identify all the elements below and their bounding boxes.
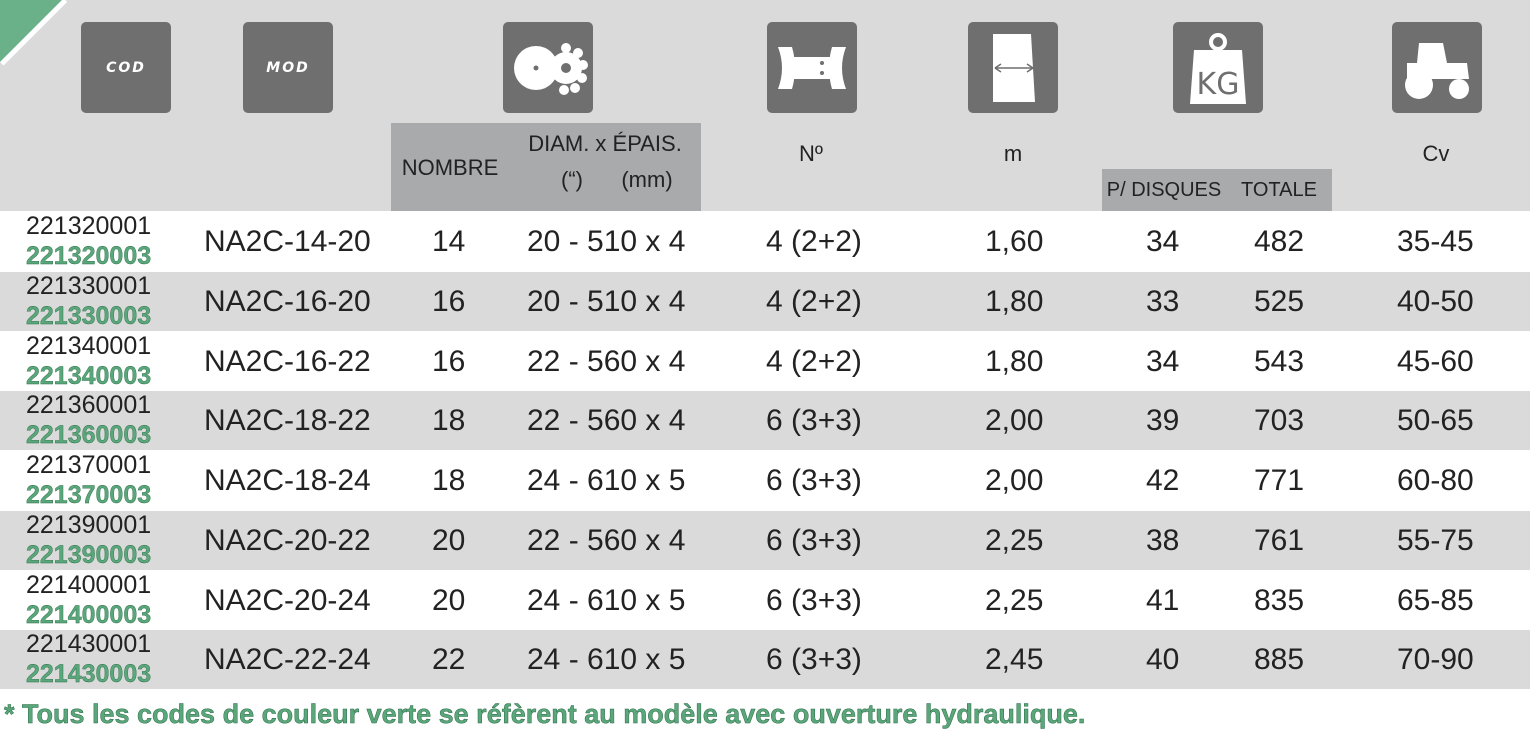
header-m: m (1003, 141, 1023, 166)
cell-p-disques: 34 (1146, 225, 1180, 258)
cell-no: 6 (3+3) (766, 523, 862, 557)
footnote: * Tous les codes de couleur verte se réfèrent au modèle avec ouverture hydraulique. (4, 699, 1086, 729)
cell-totale: 703 (1254, 404, 1305, 438)
cell-totale: 771 (1254, 464, 1305, 497)
cell-code: 221340001 (26, 331, 152, 360)
weight-icon (1173, 22, 1263, 113)
cell-totale: 543 (1254, 344, 1305, 378)
cell-nombre: 18 (432, 464, 466, 497)
cell-totale: 761 (1254, 523, 1305, 557)
cell-m: 2,45 (985, 643, 1044, 677)
cell-p-disques: 39 (1146, 404, 1180, 438)
cell-diam: 22 - 560 x 4 (527, 404, 686, 438)
cell-no: 6 (3+3) (766, 404, 862, 438)
cell-nombre: 20 (432, 583, 466, 617)
table-row (0, 332, 1530, 391)
cell-diam: 20 - 510 x 4 (527, 284, 686, 318)
cell-code: 221370001 (26, 451, 152, 479)
cell-code: 221430001 (26, 630, 152, 659)
cell-mod: NA2C-20-22 (204, 523, 371, 557)
cell-totale: 525 (1254, 284, 1305, 318)
cell-code-hydraulic: 221400003 (26, 600, 152, 629)
cell-code: 221360001 (26, 391, 152, 420)
cell-m: 1,80 (985, 344, 1044, 378)
cell-m: 2,00 (985, 404, 1044, 438)
header-no: Nº (799, 141, 823, 166)
cell-mod: NA2C-20-24 (204, 583, 371, 617)
cell-no: 6 (3+3) (766, 643, 862, 677)
cell-mod: NA2C-18-24 (204, 464, 371, 497)
cell-p-disques: 38 (1146, 523, 1180, 557)
cell-mod: NA2C-14-20 (204, 225, 371, 258)
header-p-disques: P/ DISQUES (1106, 179, 1222, 201)
cell-m: 2,25 (985, 583, 1044, 617)
cell-code-hydraulic: 221340003 (26, 361, 152, 390)
cell-nombre: 16 (432, 344, 466, 378)
cell-m: 1,60 (985, 225, 1044, 258)
cell-p-disques: 41 (1146, 583, 1180, 617)
cell-code: 221330001 (26, 271, 152, 300)
cell-code-hydraulic: 221360003 (26, 421, 152, 450)
cell-totale: 482 (1254, 225, 1305, 258)
cell-m: 1,80 (985, 284, 1044, 318)
table-row (0, 391, 1530, 450)
cell-cv: 55-75 (1397, 523, 1474, 557)
cell-cv: 40-50 (1397, 284, 1474, 318)
cell-totale: 885 (1254, 643, 1305, 677)
table-row (0, 451, 1530, 510)
cell-cv: 70-90 (1397, 643, 1474, 677)
cell-no: 6 (3+3) (766, 464, 862, 497)
cod-icon-label: COD (106, 59, 146, 76)
cell-diam: 24 - 610 x 5 (527, 583, 686, 617)
cell-code: 221320001 (26, 212, 152, 240)
cell-cv: 35-45 (1397, 225, 1474, 258)
cell-code: 221400001 (26, 570, 152, 599)
cell-nombre: 22 (432, 643, 466, 677)
cell-mod: NA2C-22-24 (204, 643, 371, 677)
cell-p-disques: 40 (1146, 643, 1180, 677)
cell-p-disques: 34 (1146, 344, 1180, 378)
header-diam-unit-inch: (“) (561, 167, 583, 192)
cell-cv: 60-80 (1397, 464, 1474, 497)
cell-nombre: 20 (432, 523, 466, 557)
cell-totale: 835 (1254, 583, 1305, 617)
weight-icon-label: KG (1196, 66, 1240, 102)
table-row (0, 630, 1530, 689)
cell-cv: 50-65 (1397, 404, 1474, 438)
header-cv: Cv (1422, 141, 1450, 166)
cod-icon (81, 22, 171, 113)
cell-no: 6 (3+3) (766, 583, 862, 617)
table-row (0, 571, 1530, 630)
cell-nombre: 14 (432, 225, 466, 258)
width-icon (968, 22, 1058, 113)
mod-icon (243, 22, 333, 113)
cell-mod: NA2C-16-20 (204, 284, 371, 318)
mod-icon-label: MOD (266, 59, 310, 76)
cell-cv: 45-60 (1397, 344, 1474, 378)
header-diam-unit-mm: (mm) (621, 167, 673, 192)
cell-code-hydraulic: 221370003 (26, 481, 152, 509)
cell-code: 221390001 (26, 510, 152, 539)
cell-code-hydraulic: 221330003 (26, 301, 152, 330)
cell-m: 2,00 (985, 464, 1044, 497)
cell-code-hydraulic: 221430003 (26, 660, 152, 689)
cell-mod: NA2C-18-22 (204, 404, 371, 438)
cell-cv: 65-85 (1397, 583, 1474, 617)
table-row (0, 272, 1530, 331)
cell-p-disques: 42 (1146, 464, 1180, 497)
cell-mod: NA2C-16-22 (204, 344, 371, 378)
tractor-icon (1392, 22, 1482, 113)
cell-no: 4 (2+2) (766, 225, 862, 258)
cell-diam: 22 - 560 x 4 (527, 523, 686, 557)
table-row (0, 511, 1530, 570)
table-row (0, 212, 1530, 271)
cell-diam: 24 - 610 x 5 (527, 464, 686, 497)
cell-no: 4 (2+2) (766, 344, 862, 378)
cell-code-hydraulic: 221320003 (26, 242, 152, 270)
cell-nombre: 16 (432, 284, 466, 318)
cell-code-hydraulic: 221390003 (26, 540, 152, 569)
cell-p-disques: 33 (1146, 284, 1180, 318)
header-diam: DIAM. x ÉPAIS. (528, 131, 682, 156)
cell-diam: 24 - 610 x 5 (527, 643, 686, 677)
disc-icon (503, 22, 593, 113)
cell-no: 4 (2+2) (766, 284, 862, 318)
bearing-icon (767, 22, 857, 113)
cell-m: 2,25 (985, 523, 1044, 557)
cell-diam: 22 - 560 x 4 (527, 344, 686, 378)
header-nombre: NOMBRE (401, 155, 499, 180)
cell-diam: 20 - 510 x 4 (527, 225, 686, 258)
cell-nombre: 18 (432, 404, 466, 438)
header-totale: TOTALE (1241, 179, 1317, 201)
